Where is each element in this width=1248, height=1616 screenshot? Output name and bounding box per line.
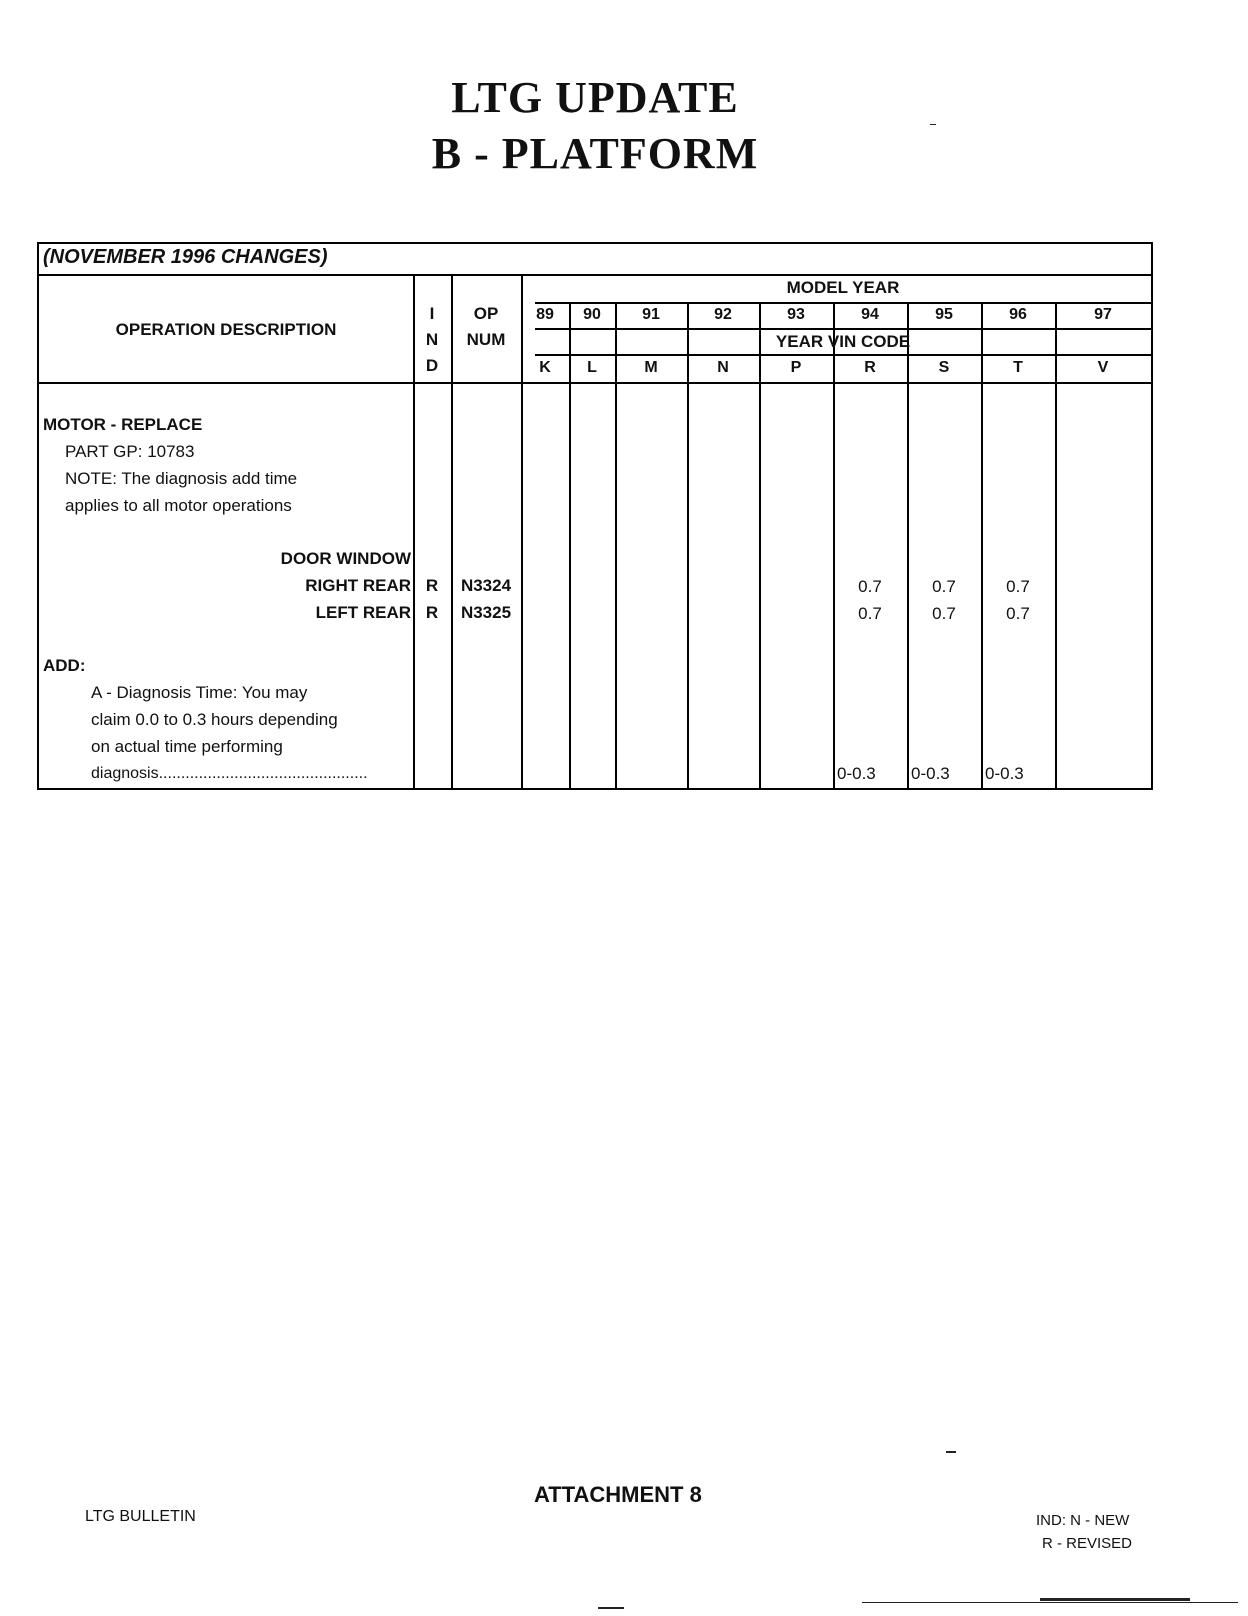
row-value-s: 0.7 (932, 604, 956, 623)
row-value-s: 0.7 (932, 577, 956, 596)
table-header-bottom-rule (39, 382, 1151, 384)
row-ind: R (425, 576, 439, 595)
page-subtitle: B - PLATFORM (431, 129, 759, 178)
year-91: 91 (642, 306, 660, 323)
table-rule (451, 274, 453, 788)
op-num-header-op: OP (473, 304, 499, 323)
table-rule (535, 302, 1151, 304)
vin-code-v: V (1097, 359, 1109, 376)
vin-code-k: K (539, 359, 551, 376)
add-note-line: A - Diagnosis Time: You may (91, 683, 308, 702)
op-num-header-num: NUM (466, 330, 506, 349)
door-window-label: DOOR WINDOW (280, 549, 411, 568)
vin-code-m: M (644, 359, 658, 376)
vin-code-n: N (717, 359, 729, 376)
row-value-r: 0.7 (858, 604, 882, 623)
table-rule (535, 328, 1151, 330)
year-93: 93 (787, 306, 805, 323)
model-year-header: MODEL YEAR (786, 278, 900, 297)
row-op-num: N3324 (460, 576, 512, 595)
table-rule (521, 274, 523, 788)
scan-mark (598, 1607, 624, 1609)
add-note-line: claim 0.0 to 0.3 hours depending (91, 710, 338, 729)
vin-code-p: P (790, 359, 802, 376)
page-title: LTG UPDATE (451, 73, 739, 122)
year-90: 90 (583, 306, 601, 323)
table-rule (39, 274, 1151, 276)
vin-code-t: T (1013, 359, 1023, 376)
ind-header-i: I (429, 304, 435, 323)
ind-legend-new: IND: N - NEW (1036, 1512, 1130, 1529)
note-line: applies to all motor operations (65, 496, 292, 515)
attachment-label: ATTACHMENT 8 (534, 1482, 702, 1507)
year-96: 96 (1009, 306, 1027, 323)
row-label-left-rear: LEFT REAR (315, 603, 411, 622)
part-group: PART GP: 10783 (65, 442, 195, 461)
row-value-t: 0.7 (1006, 604, 1030, 623)
vin-code-r: R (864, 359, 876, 376)
diagnosis-value-t: 0-0.3 (985, 764, 1024, 783)
diagnosis-value-s: 0-0.3 (911, 764, 950, 783)
changes-label: (NOVEMBER 1996 CHANGES) (43, 246, 328, 268)
ind-legend-revised: R - REVISED (1042, 1535, 1133, 1552)
row-value-t: 0.7 (1006, 577, 1030, 596)
scan-mark (862, 1602, 1238, 1603)
row-label-right-rear: RIGHT REAR (305, 576, 411, 595)
table-rule (535, 354, 1151, 356)
scan-mark (1040, 1598, 1190, 1601)
year-89: 89 (536, 306, 554, 323)
scan-mark (946, 1451, 956, 1453)
bulletin-label: LTG BULLETIN (85, 1508, 196, 1525)
year-92: 92 (714, 306, 732, 323)
diagnosis-value-r: 0-0.3 (837, 764, 876, 783)
add-label: ADD: (43, 656, 86, 675)
scan-mark (930, 124, 936, 125)
year-vin-code-header: YEAR VIN CODE (775, 332, 911, 351)
year-94: 94 (861, 306, 879, 323)
ind-header-n: N (425, 330, 439, 349)
ind-header-d: D (425, 356, 439, 375)
add-note-line: on actual time performing (91, 737, 283, 756)
vin-code-l: L (587, 359, 597, 376)
vin-code-s: S (938, 359, 950, 376)
row-op-num: N3325 (460, 603, 512, 622)
year-97: 97 (1094, 306, 1112, 323)
operation-description-header: OPERATION DESCRIPTION (115, 320, 337, 339)
row-ind: R (425, 603, 439, 622)
table-rule (413, 274, 415, 788)
row-value-r: 0.7 (858, 577, 882, 596)
section-title: MOTOR - REPLACE (43, 415, 203, 434)
note-line: NOTE: The diagnosis add time (65, 469, 298, 488)
year-95: 95 (935, 306, 953, 323)
labor-time-table (37, 242, 1153, 790)
add-note-line: diagnosis............................................... (91, 765, 368, 782)
